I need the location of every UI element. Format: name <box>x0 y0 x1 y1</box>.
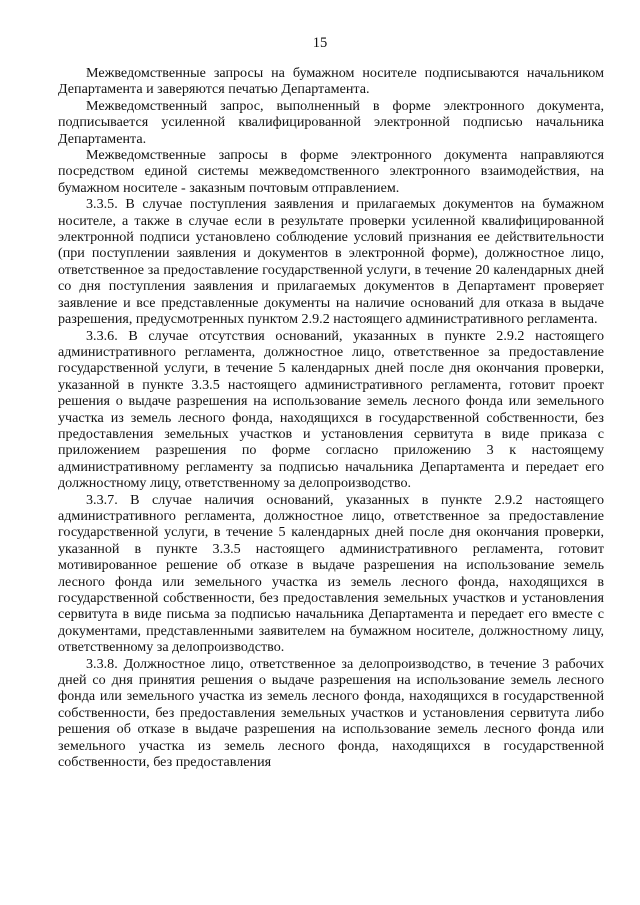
paragraph-3-3-5: 3.3.5. В случае поступления заявления и прилагаемых документов на бумажном носителе, а также в случае если в результате проверки усиленной квалифицированной электронной подписи установлено соблюдение условий признания ее действительности (при поступлении заявления и документов в электронной форме), должностное лицо, ответственное за предоставление государственной услуги, в течение 20 календарных дней со дня поступления заявления и прилагаемых документов в Департамент проверяет заявление и все представленные документы на наличие оснований для отказа в выдаче разрешения, предусмотренных пунктом 2.9.2 настоящего административного регламента. <box>58 196 604 328</box>
paragraph-interagency-delivery: Межведомственные запросы в форме электронного документа направляются посредством единой системы межведомственного электронного взаимодействия, на бумажном носителе - заказным почтовым отправлением. <box>58 147 604 196</box>
paragraph-interagency-electronic-request: Межведомственный запрос, выполненный в форме электронного документа, подписывается усиленной квалифицированной электронной подписью начальника Департамента. <box>58 97 604 147</box>
page-number: 15 <box>312 35 328 51</box>
paragraph-3-3-6: 3.3.6. В случае отсутствия оснований, указанных в пункте 2.9.2 настоящего административного регламента, должностное лицо, ответственное за предоставление государственной услуги, в течение 5 календарных дней после дня окончания проверки, указанной в пункте 3.3.5 настоящего административного регламента, готовит проект решения о выдаче разрешения на использование земель лесного фонда или земельного участка из земель лесного фонда, находящихся в государственной собственности, без предоставления земельных участков и установления сервитута в виде приказа с приложением разрешения по форме согласно приложению 3 к настоящему административному регламенту за подписью начальника Департамента и передает его должностному лицу, ответственному за делопроизводство. <box>58 327 604 492</box>
document-body <box>58 65 604 770</box>
paragraph-3-3-8: 3.3.8. Должностное лицо, ответственное за делопроизводство, в течение 3 рабочих дней со дня принятия решения о выдаче разрешения на использование земель лесного фонда или земельного участка из земель лесного фонда, находящихся в государственной собственности, без предоставления земельных участков и установления сервитута либо решения об отказе в выдаче разрешения на использование земель лесного фонда или земельного участка из земель лесного фонда, находящихся в государственной собственности, без предоставления <box>58 655 604 771</box>
paragraph-interagency-paper-requests: Межведомственные запросы на бумажном носителе подписываются начальником Департамента и заверяются печатью Департамента. <box>58 65 604 98</box>
paragraph-3-3-7: 3.3.7. В случае наличия оснований, указанных в пункте 2.9.2 настоящего административного регламента, должностное лицо, ответственное за предоставление государственной услуги, в течение 5 календарных дней после дня окончания проверки, указанной в пункте 3.3.5 настоящего административного регламента, готовит мотивированное решение об отказе в выдаче разрешения на использование земель лесного фонда или земельного участка из земель лесного фонда, находящихся в государственной собственности, без предоставления земельных участков и установления сервитута в виде письма за подписью начальника Департамента и передает его вместе с документами, представленными заявителем на бумажном носителе, должностному лицу, ответственному за делопроизводство. <box>58 491 604 656</box>
